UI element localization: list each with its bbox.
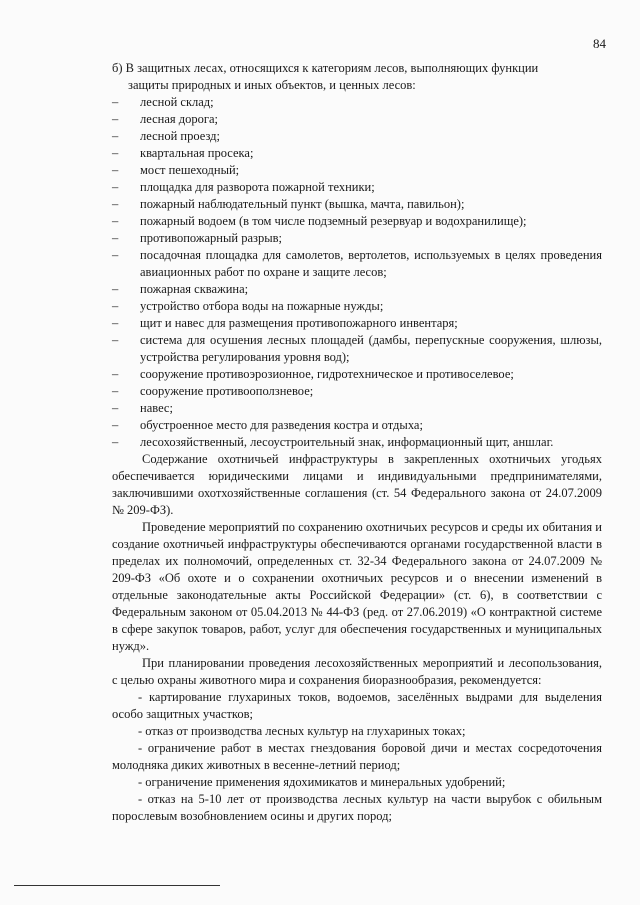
paragraph: Проведение мероприятий по сохранению охотничьих ресурсов и среды их обитания и создание охотничьей инфраструктуры обеспечиваются органами государственной власти в пределах их полномочий, определенных ст. 32-34 Федерального закона от 24.07.2009 № 209-ФЗ «Об охоте и о сохранении охотничьих ресурсов и о внесении изменений в отдельные законодательные акты Российской Федерации» (ст. 6), в соответствии с Федеральным законом от 05.04.2013 № 44-ФЗ (ред. от 27.06.2019) «О контрактной системе в сфере закупок товаров, работ, услуг для обеспечения государственных и муниципальных нужд». (112, 520, 602, 653)
list-item-text: устройство отбора воды на пожарные нужды; (140, 299, 384, 313)
infrastructure-list (112, 94, 602, 451)
list-dash: – (112, 435, 119, 449)
list-dash: – (112, 146, 119, 160)
paragraphs (112, 451, 602, 689)
list-item-text: обустроенное место для разведения костра и отдыха; (140, 418, 423, 432)
list-dash: – (112, 316, 119, 330)
list-item-text: лесной склад; (140, 95, 214, 109)
list-item (112, 383, 602, 400)
intro-line-2: защиты природных и иных объектов, и ценных лесов: (128, 78, 416, 92)
list-item (112, 417, 602, 434)
list-item-text: сооружение противоэрозионное, гидротехническое и противоселевое; (140, 367, 514, 381)
list-dash: – (112, 112, 119, 126)
list-dash: – (112, 384, 119, 398)
list-item-text: противопожарный разрыв; (140, 231, 282, 245)
list-item-text: мост пешеходный; (140, 163, 240, 177)
document-body (112, 60, 602, 825)
list-item (112, 332, 602, 366)
footnote-separator (14, 885, 220, 886)
list-dash: – (112, 248, 119, 262)
recommendations-list (112, 689, 602, 825)
list-item (112, 162, 602, 179)
list-dash: – (112, 129, 119, 143)
list-item-text: щит и навес для размещения противопожарного инвентаря; (140, 316, 458, 330)
recommendation-item: - отказ от производства лесных культур на глухариных токах; (138, 724, 466, 738)
list-item-text: сооружение противооползневое; (140, 384, 314, 398)
list-item-text: лесной проезд; (140, 129, 220, 143)
list-dash: – (112, 180, 119, 194)
list-item-text: система для осушения лесных площадей (дамбы, перепускные сооружения, шлюзы, устройства регулирования уровня вод); (140, 333, 602, 364)
list-item (112, 281, 602, 298)
list-item-text: квартальная просека; (140, 146, 254, 160)
recommendation-item: - картирование глухариных токов, водоемов, заселённых выдрами для выделения особо защитных участков; (112, 690, 602, 721)
list-item (112, 230, 602, 247)
list-dash: – (112, 197, 119, 211)
list-item (112, 434, 602, 451)
paragraph: Содержание охотничьей инфраструктуры в закрепленных охотничьих угодьях обеспечивается юридическими лицами и индивидуальными предпринимателями, заключившими охотхозяйственные соглашения (ст. 54 Федерального закона от 24.07.2009 № 209-ФЗ). (112, 452, 602, 517)
recommendation-item: - отказ на 5-10 лет от производства лесных культур на части вырубок с обильным порослевым возобновлением осины и других пород; (112, 792, 602, 823)
list-item (112, 400, 602, 417)
recommendation-item: - ограничение применения ядохимикатов и минеральных удобрений; (138, 775, 506, 789)
intro-heading (112, 60, 602, 94)
list-item (112, 247, 602, 281)
intro-line-1: б) В защитных лесах, относящихся к категориям лесов, выполняющих функции (112, 61, 539, 75)
list-item (112, 213, 602, 230)
list-item-text: пожарный наблюдательный пункт (вышка, мачта, павильон); (140, 197, 465, 211)
list-dash: – (112, 214, 119, 228)
list-dash: – (112, 367, 119, 381)
list-dash: – (112, 163, 119, 177)
list-item (112, 179, 602, 196)
list-item-text: навес; (140, 401, 173, 415)
list-item (112, 111, 602, 128)
list-dash: – (112, 282, 119, 296)
list-item (112, 315, 602, 332)
list-dash: – (112, 401, 119, 415)
list-item-text: пожарный водоем (в том числе подземный резервуар и водохранилище); (140, 214, 527, 228)
list-item-text: лесная дорога; (140, 112, 219, 126)
list-item-text: посадочная площадка для самолетов, вертолетов, используемых в целях проведения авиационных работ по охране и защите лесов; (140, 248, 602, 279)
list-item-text: лесохозяйственный, лесоустроительный знак, информационный щит, аншлаг. (140, 435, 554, 449)
list-item (112, 366, 602, 383)
list-dash: – (112, 95, 119, 109)
list-item-text: пожарная скважина; (140, 282, 249, 296)
list-item (112, 145, 602, 162)
list-item (112, 298, 602, 315)
page-number: 84 (593, 36, 606, 51)
list-dash: – (112, 418, 119, 432)
paragraph: При планировании проведения лесохозяйственных мероприятий и лесопользования, с целью охраны животного мира и сохранения биоразнообразия, рекомендуется: (112, 656, 602, 687)
list-item-text: площадка для разворота пожарной техники; (140, 180, 375, 194)
list-dash: – (112, 231, 119, 245)
list-item (112, 94, 602, 111)
list-item (112, 128, 602, 145)
list-item (112, 196, 602, 213)
list-dash: – (112, 333, 119, 347)
list-dash: – (112, 299, 119, 313)
recommendation-item: - ограничение работ в местах гнездования боровой дичи и местах сосредоточения молодняка диких животных в весенне-летний период; (112, 741, 602, 772)
